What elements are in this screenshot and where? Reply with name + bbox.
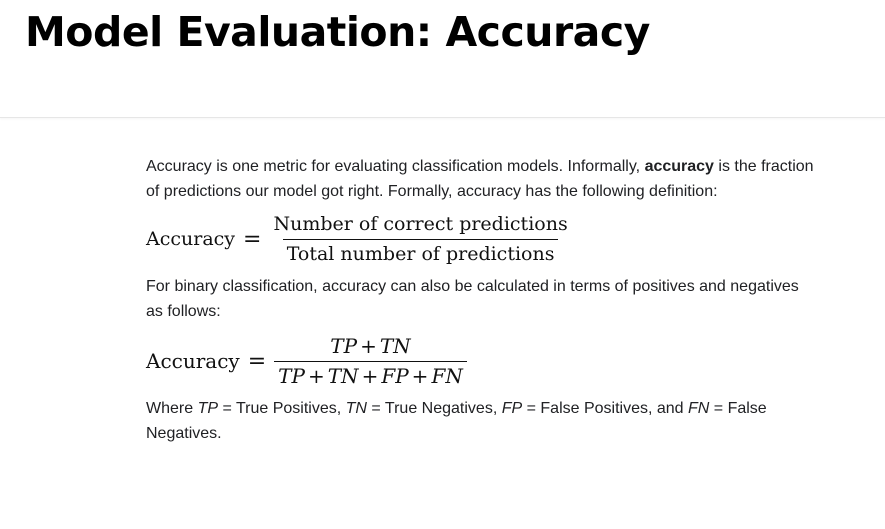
formula2-den-fn: FN	[431, 363, 463, 388]
page-header	[0, 0, 885, 118]
formula2-den-tp: TP	[278, 363, 305, 388]
formula1-fraction	[269, 212, 571, 267]
formula2-denominator	[274, 361, 467, 389]
intro-paragraph	[146, 154, 816, 204]
page-title: Model Evaluation: Accuracy	[25, 8, 650, 56]
accuracy-formula-general	[146, 204, 816, 274]
tn-definition: = True Negatives,	[366, 400, 502, 417]
formula2-num-plus: +	[360, 333, 377, 358]
formula2-den-plus-1: +	[307, 363, 325, 388]
where-text: Where	[146, 400, 198, 417]
formula2-den-plus-3: +	[411, 363, 429, 388]
formula2-fraction	[274, 334, 467, 389]
formula2-den-tn: TN	[327, 363, 359, 388]
definitions-paragraph	[146, 396, 816, 446]
tp-term: TP	[197, 400, 219, 417]
formula2-den-plus-2: +	[361, 363, 379, 388]
fp-term: FP	[501, 400, 523, 417]
formula1-numerator: Number of correct predictions	[273, 212, 568, 235]
accuracy-term: accuracy	[644, 158, 714, 175]
fp-definition: = False Positives, and	[522, 400, 689, 417]
formula2-num-tp: TP	[330, 333, 358, 358]
formula1-lhs: Accuracy	[146, 227, 236, 250]
fn-term: FN	[688, 400, 710, 417]
formula2-num-tn: TN	[379, 333, 411, 358]
formula1-denominator: Total number of predictions	[283, 239, 559, 267]
formula2-lhs: Accuracy	[146, 348, 240, 373]
intro-text-end: is the fraction of predictions our model got right. Formally, accuracy has the following definition:	[146, 158, 814, 200]
formula1-equals: =	[243, 226, 262, 252]
formula2-den-fp: FP	[381, 363, 409, 388]
formula2-numerator	[326, 334, 414, 361]
accuracy-formula-binary	[146, 326, 816, 396]
intro-text-start: Accuracy is one metric for evaluating classification models. Informally,	[146, 158, 645, 175]
formula2-equals: =	[247, 348, 267, 374]
binary-paragraph: For binary classification, accuracy can also be calculated in terms of positives and negatives as follows:	[146, 278, 799, 320]
tp-definition: = True Positives,	[218, 400, 346, 417]
article-body	[146, 154, 816, 446]
fn-definition: = False Negatives.	[146, 400, 767, 442]
tn-term: TN	[345, 400, 367, 417]
